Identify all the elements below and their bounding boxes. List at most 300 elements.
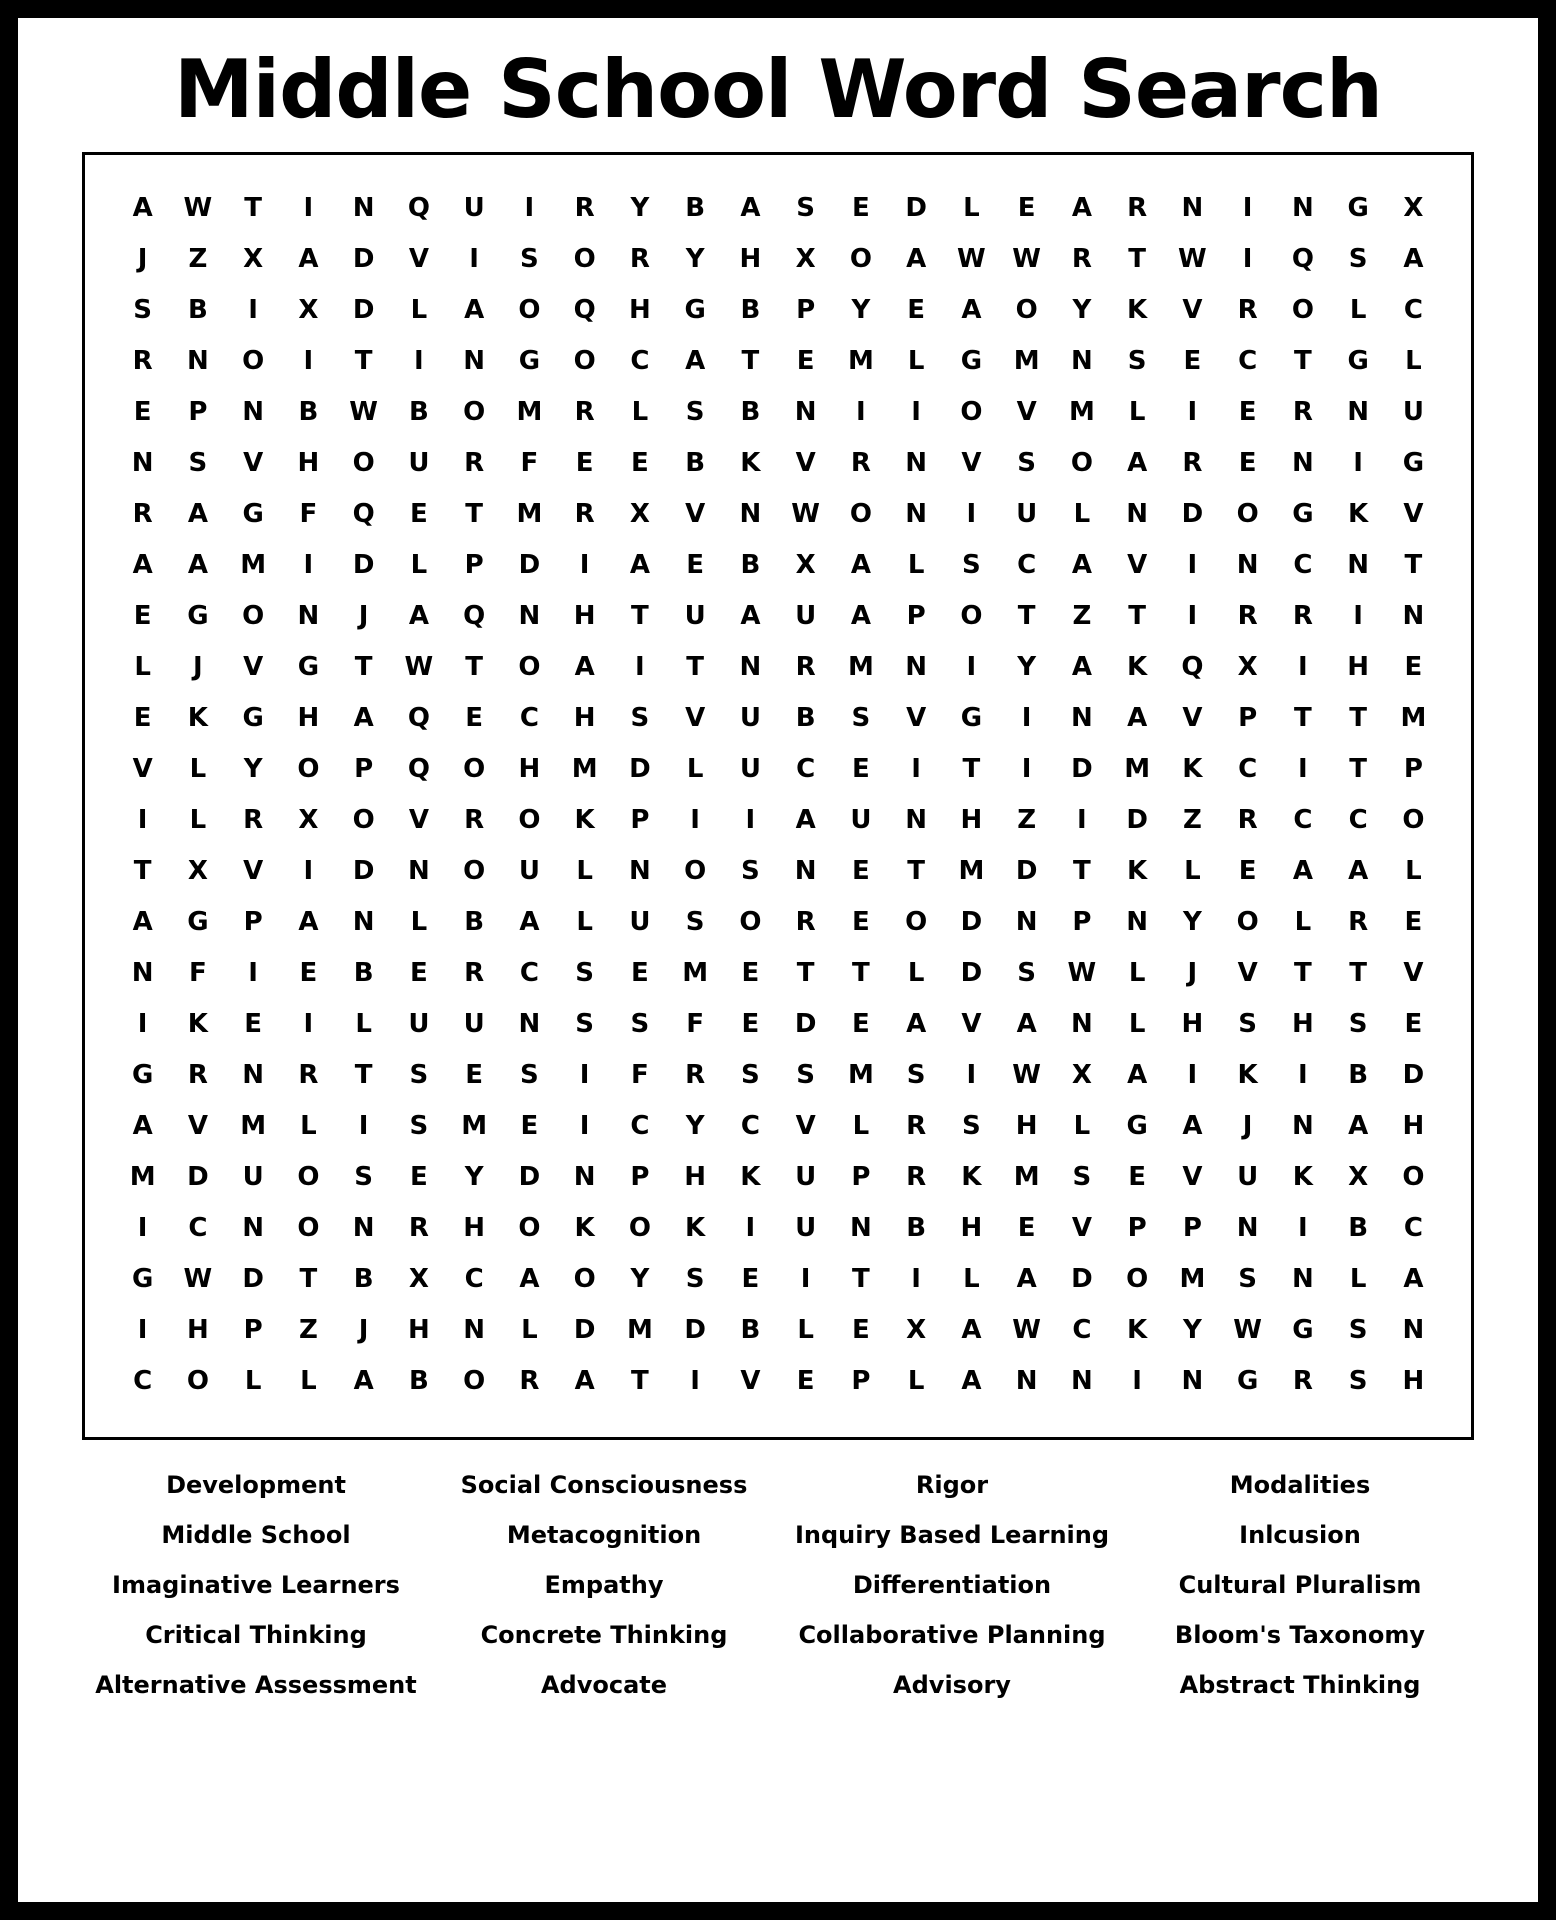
grid-letter[interactable]: L [355,1009,372,1039]
grid-letter[interactable]: E [851,1315,870,1345]
grid-letter[interactable]: E [851,1009,870,1039]
grid-letter[interactable]: H [518,754,541,784]
grid-letter[interactable]: Q [1291,244,1314,274]
grid-letter[interactable]: U [463,193,485,223]
grid-letter[interactable]: E [1238,397,1257,427]
grid-letter[interactable]: U [463,1009,485,1039]
grid-letter[interactable]: I [303,550,314,580]
grid-letter[interactable]: Q [352,499,375,529]
grid-letter[interactable]: S [1127,346,1147,376]
grid-letter[interactable]: X [1403,193,1424,223]
grid-letter[interactable]: Y [464,1162,484,1192]
word-list-item[interactable]: Rigor [915,1471,989,1499]
grid-letter[interactable]: A [1348,1111,1369,1141]
grid-letter[interactable]: H [960,805,983,835]
grid-letter[interactable]: O [297,1162,320,1192]
grid-letter[interactable]: G [1292,1315,1314,1345]
grid-letter[interactable]: L [631,397,649,427]
grid-letter[interactable]: I [1298,652,1308,682]
word-list-item[interactable]: Metacognition [506,1521,702,1549]
grid-letter[interactable]: E [1404,907,1423,937]
grid-letter[interactable]: S [962,550,981,580]
grid-letter[interactable]: L [963,193,980,223]
grid-letter[interactable]: T [299,1264,318,1294]
grid-letter[interactable]: L [300,1111,317,1141]
grid-letter[interactable]: T [631,1366,649,1396]
grid-letter[interactable]: E [465,703,483,733]
grid-letter[interactable]: O [1291,295,1314,325]
grid-letter[interactable]: L [300,1366,317,1396]
grid-letter[interactable]: M [129,1162,156,1192]
grid-letter[interactable]: H [960,1213,983,1243]
grid-letter[interactable]: W [183,1264,213,1294]
grid-letter[interactable]: B [1348,1060,1369,1090]
grid-letter[interactable]: U [408,1009,430,1039]
grid-letter[interactable]: O [684,856,707,886]
grid-letter[interactable]: A [906,1009,927,1039]
grid-letter[interactable]: Q [1181,652,1204,682]
grid-letter[interactable]: O [518,295,541,325]
grid-letter[interactable]: O [573,346,596,376]
grid-letter[interactable]: I [358,1111,369,1141]
grid-letter[interactable]: O [1402,805,1425,835]
grid-letter[interactable]: A [1403,1264,1424,1294]
grid-letter[interactable]: A [740,601,761,631]
grid-letter[interactable]: C [630,1111,650,1141]
grid-letter[interactable]: K [740,1162,761,1192]
grid-letter[interactable]: M [682,958,709,988]
grid-letter[interactable]: D [242,1264,264,1294]
grid-letter[interactable]: E [1017,1213,1036,1243]
grid-letter[interactable]: S [133,295,152,325]
grid-letter[interactable]: G [1126,1111,1148,1141]
grid-letter[interactable]: K [1237,1060,1258,1090]
grid-letter[interactable]: R [574,397,595,427]
grid-letter[interactable]: C [1017,550,1037,580]
grid-letter[interactable]: T [354,346,373,376]
grid-letter[interactable]: I [137,1315,148,1345]
grid-letter[interactable]: G [131,1060,154,1090]
grid-letter[interactable]: G [1402,448,1425,478]
grid-letter[interactable]: E [796,1366,815,1396]
grid-letter[interactable]: P [1403,754,1423,784]
grid-letter[interactable]: S [685,907,705,937]
grid-letter[interactable]: L [686,754,704,784]
grid-letter[interactable]: W [1233,1315,1262,1345]
grid-letter[interactable]: O [628,1213,651,1243]
grid-letter[interactable]: C [519,958,539,988]
grid-letter[interactable]: O [573,244,596,274]
grid-letter[interactable]: U [684,601,706,631]
grid-letter[interactable]: R [1237,601,1258,631]
grid-letter[interactable]: V [243,448,264,478]
grid-letter[interactable]: F [520,448,539,478]
grid-letter[interactable]: C [630,346,650,376]
grid-letter[interactable]: H [1402,1111,1425,1141]
grid-letter[interactable]: A [353,1366,374,1396]
grid-letter[interactable]: T [244,193,262,223]
grid-letter[interactable]: C [1293,805,1313,835]
grid-letter[interactable]: I [1187,1060,1198,1090]
grid-letter[interactable]: E [244,1009,262,1039]
grid-letter[interactable]: V [1182,703,1203,733]
grid-letter[interactable]: B [408,397,429,427]
grid-letter[interactable]: L [521,1315,538,1345]
grid-letter[interactable]: E [1017,193,1036,223]
grid-letter[interactable]: I [800,1264,811,1294]
grid-letter[interactable]: K [187,703,208,733]
grid-letter[interactable]: S [630,1009,650,1039]
grid-letter[interactable]: A [1071,550,1092,580]
grid-letter[interactable]: D [352,856,375,886]
grid-letter[interactable]: D [1402,1060,1425,1090]
grid-letter[interactable]: B [906,1213,927,1243]
grid-letter[interactable]: Y [1182,1315,1202,1345]
grid-letter[interactable]: S [1348,1009,1368,1039]
grid-letter[interactable]: I [911,397,921,427]
grid-letter[interactable]: B [795,703,816,733]
grid-letter[interactable]: K [574,805,595,835]
grid-letter[interactable]: S [796,1060,815,1090]
grid-letter[interactable]: O [352,448,375,478]
grid-letter[interactable]: C [188,1213,208,1243]
grid-letter[interactable]: L [189,805,207,835]
grid-letter[interactable]: U [1237,1162,1259,1192]
grid-letter[interactable]: R [629,244,650,274]
grid-letter[interactable]: I [690,1366,700,1396]
grid-letter[interactable]: C [1403,1213,1423,1243]
grid-letter[interactable]: S [520,1060,539,1090]
grid-letter[interactable]: O [518,1213,541,1243]
grid-letter[interactable]: H [297,703,320,733]
word-list-item[interactable]: Concrete Thinking [480,1621,728,1649]
grid-letter[interactable]: L [1294,907,1312,937]
grid-letter[interactable]: R [906,1162,927,1192]
grid-letter[interactable]: K [740,448,761,478]
grid-letter[interactable]: V [243,652,264,682]
grid-letter[interactable]: Y [851,295,871,325]
grid-letter[interactable]: N [131,958,154,988]
grid-letter[interactable]: A [519,1264,540,1294]
grid-letter[interactable]: S [520,244,539,274]
grid-letter[interactable]: X [795,244,816,274]
grid-letter[interactable]: H [297,448,320,478]
grid-letter[interactable]: E [465,1060,483,1090]
grid-letter[interactable]: T [686,652,704,682]
grid-letter[interactable]: H [573,703,596,733]
grid-letter[interactable]: S [1017,958,1036,988]
grid-letter[interactable]: U [850,805,872,835]
grid-letter[interactable]: E [299,958,318,988]
grid-letter[interactable]: O [573,1264,596,1294]
grid-letter[interactable]: U [518,856,540,886]
grid-letter[interactable]: N [628,856,651,886]
grid-letter[interactable]: T [1073,856,1091,886]
grid-letter[interactable]: S [1017,448,1036,478]
grid-letter[interactable]: B [187,295,208,325]
grid-letter[interactable]: X [298,805,319,835]
grid-letter[interactable]: N [849,1213,872,1243]
grid-letter[interactable]: N [905,448,927,478]
grid-letter[interactable]: O [905,907,928,937]
grid-letter[interactable]: H [1347,652,1369,682]
grid-letter[interactable]: B [1348,1213,1369,1243]
grid-letter[interactable]: X [1237,652,1258,682]
grid-letter[interactable]: L [1349,1264,1367,1294]
grid-letter[interactable]: T [1128,601,1146,631]
grid-letter[interactable]: E [907,295,925,325]
grid-letter[interactable]: N [186,346,209,376]
grid-letter[interactable]: N [242,1060,264,1090]
grid-letter[interactable]: V [685,703,706,733]
grid-letter[interactable]: T [1349,703,1367,733]
grid-letter[interactable]: L [410,295,428,325]
grid-letter[interactable]: O [463,754,486,784]
grid-letter[interactable]: A [850,601,871,631]
grid-letter[interactable]: I [579,1111,590,1141]
grid-letter[interactable]: P [851,1162,871,1192]
grid-letter[interactable]: F [188,958,207,988]
grid-letter[interactable]: L [1184,856,1201,886]
word-list-item[interactable]: Bloom's Taxonomy [1174,1621,1426,1649]
grid-letter[interactable]: N [1181,193,1204,223]
grid-letter[interactable]: E [575,448,594,478]
grid-letter[interactable]: W [1067,958,1097,988]
grid-letter[interactable]: S [1238,1264,1257,1294]
grid-letter[interactable]: S [741,1060,760,1090]
grid-letter[interactable]: W [1012,1315,1041,1345]
grid-letter[interactable]: L [410,550,428,580]
grid-letter[interactable]: V [1403,499,1424,529]
grid-letter[interactable]: O [518,652,541,682]
grid-letter[interactable]: J [193,652,203,682]
grid-letter[interactable]: P [464,550,484,580]
grid-letter[interactable]: A [132,550,153,580]
grid-letter[interactable]: U [408,448,430,478]
grid-letter[interactable]: S [1072,1162,1092,1192]
grid-letter[interactable]: L [797,1315,814,1345]
grid-letter[interactable]: O [1126,1264,1149,1294]
grid-letter[interactable]: C [740,1111,760,1141]
grid-letter[interactable]: A [298,244,319,274]
grid-letter[interactable]: E [851,907,870,937]
grid-letter[interactable]: S [796,193,815,223]
grid-letter[interactable]: R [574,193,595,223]
grid-letter[interactable]: W [1178,244,1207,274]
grid-letter[interactable]: P [243,1315,263,1345]
grid-letter[interactable]: L [1128,397,1146,427]
grid-letter[interactable]: P [1072,907,1092,937]
grid-letter[interactable]: M [847,652,874,682]
grid-letter[interactable]: H [739,244,762,274]
grid-letter[interactable]: O [1236,499,1259,529]
grid-letter[interactable]: O [242,346,265,376]
grid-letter[interactable]: N [905,805,927,835]
grid-letter[interactable]: A [187,499,208,529]
grid-letter[interactable]: L [907,550,925,580]
word-list-item[interactable]: Inquiry Based Learning [794,1521,1110,1549]
grid-letter[interactable]: B [685,193,706,223]
grid-letter[interactable]: O [186,1366,209,1396]
grid-letter[interactable]: I [966,1060,977,1090]
grid-letter[interactable]: O [463,397,486,427]
grid-letter[interactable]: E [686,550,704,580]
grid-letter[interactable]: M [516,499,543,529]
grid-letter[interactable]: I [248,295,258,325]
grid-letter[interactable]: C [133,1366,153,1396]
grid-letter[interactable]: E [1404,1009,1423,1039]
grid-letter[interactable]: D [629,754,651,784]
grid-letter[interactable]: V [961,448,982,478]
grid-letter[interactable]: R [685,1060,706,1090]
grid-letter[interactable]: I [1298,1213,1308,1243]
grid-letter[interactable]: M [1013,1162,1040,1192]
grid-letter[interactable]: V [906,703,927,733]
grid-letter[interactable]: T [1349,754,1367,784]
grid-letter[interactable]: W [957,244,986,274]
grid-letter[interactable]: Z [298,1315,318,1345]
grid-letter[interactable]: E [851,193,870,223]
grid-letter[interactable]: T [741,346,760,376]
grid-letter[interactable]: Q [573,295,596,325]
grid-letter[interactable]: Y [1072,295,1092,325]
grid-letter[interactable]: E [1238,856,1257,886]
grid-letter[interactable]: A [685,346,706,376]
grid-letter[interactable]: M [847,346,874,376]
grid-letter[interactable]: V [685,499,706,529]
grid-letter[interactable]: O [352,805,375,835]
grid-letter[interactable]: N [1347,397,1369,427]
grid-letter[interactable]: L [134,652,151,682]
grid-letter[interactable]: I [414,346,424,376]
grid-letter[interactable]: A [353,703,374,733]
grid-letter[interactable]: D [573,1315,596,1345]
word-list-item[interactable]: Differentiation [852,1571,1052,1599]
grid-letter[interactable]: Y [630,1264,650,1294]
grid-letter[interactable]: P [1182,1213,1202,1243]
grid-letter[interactable]: R [1127,193,1148,223]
grid-letter[interactable]: T [354,1060,373,1090]
grid-letter[interactable]: T [354,652,373,682]
grid-letter[interactable]: O [518,805,541,835]
grid-letter[interactable]: S [962,1111,981,1141]
grid-letter[interactable]: N [794,397,817,427]
grid-letter[interactable]: N [1402,601,1425,631]
grid-letter[interactable]: S [575,1009,594,1039]
grid-letter[interactable]: W [1012,244,1041,274]
grid-letter[interactable]: T [962,754,981,784]
grid-letter[interactable]: X [1348,1162,1369,1192]
grid-letter[interactable]: N [794,856,817,886]
grid-letter[interactable]: B [298,397,319,427]
grid-letter[interactable]: T [1294,346,1312,376]
grid-letter[interactable]: K [1127,652,1148,682]
grid-letter[interactable]: I [137,1009,148,1039]
grid-letter[interactable]: C [1403,295,1423,325]
grid-letter[interactable]: V [740,1366,761,1396]
grid-letter[interactable]: L [1073,499,1091,529]
grid-letter[interactable]: R [850,448,871,478]
grid-letter[interactable]: P [1127,1213,1147,1243]
grid-letter[interactable]: S [630,703,650,733]
grid-letter[interactable]: E [409,499,428,529]
grid-letter[interactable]: N [1291,1111,1314,1141]
grid-letter[interactable]: T [1294,958,1312,988]
grid-letter[interactable]: L [907,1366,925,1396]
grid-letter[interactable]: A [850,550,871,580]
grid-letter[interactable]: G [960,346,983,376]
word-list-item[interactable]: Development [166,1471,346,1499]
grid-letter[interactable]: A [519,907,540,937]
grid-letter[interactable]: N [1291,1264,1314,1294]
grid-letter[interactable]: U [795,1162,817,1192]
grid-letter[interactable]: T [465,652,483,682]
grid-letter[interactable]: B [353,958,374,988]
grid-letter[interactable]: N [573,1162,596,1192]
grid-letter[interactable]: I [137,1213,148,1243]
grid-letter[interactable]: V [961,1009,982,1039]
grid-letter[interactable]: L [410,907,428,937]
grid-letter[interactable]: P [354,754,374,784]
grid-letter[interactable]: N [518,601,541,631]
grid-letter[interactable]: C [1072,1315,1092,1345]
grid-letter[interactable]: S [906,1060,926,1090]
grid-letter[interactable]: M [958,856,985,886]
grid-letter[interactable]: O [1236,907,1259,937]
grid-letter[interactable]: N [1070,703,1093,733]
grid-letter[interactable]: U [795,1213,817,1243]
grid-letter[interactable]: A [1127,1060,1148,1090]
grid-letter[interactable]: C [464,1264,484,1294]
grid-letter[interactable]: T [1294,703,1312,733]
grid-letter[interactable]: I [745,1213,756,1243]
grid-letter[interactable]: N [1070,346,1093,376]
grid-letter[interactable]: I [745,805,756,835]
grid-letter[interactable]: A [961,295,982,325]
grid-letter[interactable]: U [1016,499,1038,529]
grid-letter[interactable]: C [519,703,539,733]
grid-letter[interactable]: R [464,448,485,478]
grid-letter[interactable]: N [297,601,320,631]
grid-letter[interactable]: A [906,244,927,274]
grid-letter[interactable]: S [1348,244,1368,274]
grid-letter[interactable]: S [685,397,705,427]
grid-letter[interactable]: L [244,1366,262,1396]
grid-letter[interactable]: N [1126,499,1148,529]
grid-letter[interactable]: X [298,295,319,325]
grid-letter[interactable]: O [297,754,320,784]
grid-letter[interactable]: T [852,1264,870,1294]
grid-letter[interactable]: P [630,805,650,835]
grid-letter[interactable]: K [574,1213,595,1243]
grid-letter[interactable]: V [1071,1213,1092,1243]
grid-letter[interactable]: Y [243,754,263,784]
grid-letter[interactable]: O [1015,295,1038,325]
grid-letter[interactable]: I [690,805,700,835]
grid-letter[interactable]: P [1238,703,1258,733]
grid-letter[interactable]: V [795,448,816,478]
grid-letter[interactable]: Z [1017,805,1037,835]
grid-letter[interactable]: I [966,652,977,682]
grid-letter[interactable]: I [1353,448,1363,478]
grid-letter[interactable]: T [907,856,925,886]
grid-letter[interactable]: X [629,499,650,529]
grid-letter[interactable]: N [1070,1366,1093,1396]
grid-letter[interactable]: I [1187,397,1198,427]
grid-letter[interactable]: E [630,448,649,478]
grid-letter[interactable]: B [740,295,761,325]
grid-letter[interactable]: O [297,1213,320,1243]
